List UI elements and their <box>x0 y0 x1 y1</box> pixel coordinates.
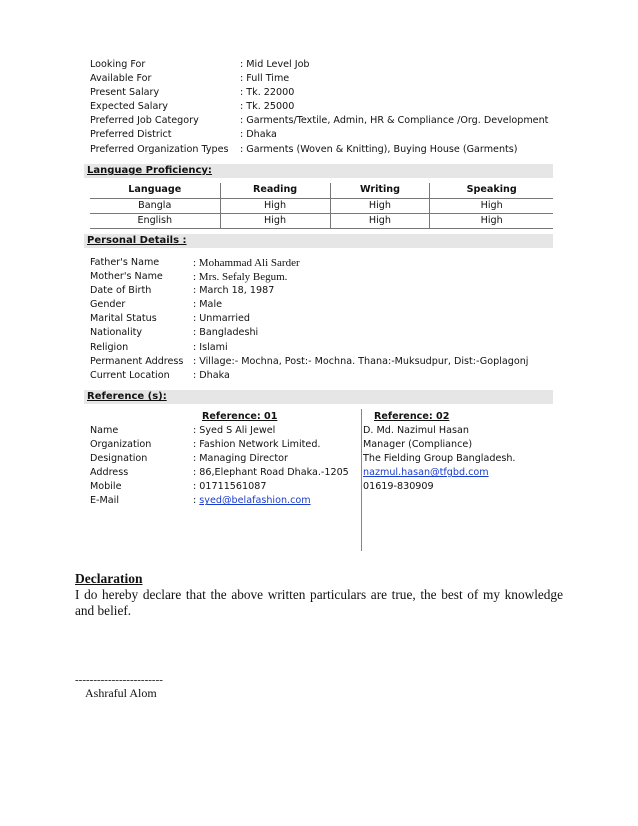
column-header: Reading <box>220 183 330 198</box>
reference-01-email-link[interactable]: syed@belafashion.com <box>199 495 311 507</box>
column-header: Writing <box>330 183 430 198</box>
reference-02-heading: Reference: 02 <box>374 411 450 422</box>
personal-section-header: Personal Details : <box>84 234 553 248</box>
declaration-title: Declaration <box>75 571 143 586</box>
language-table <box>90 183 553 229</box>
reference-02-values: D. Md. Nazimul Hasan Manager (Compliance) The Fielding Group Bangladesh. nazmul.hasan@tfgbd.com 01619-830909 <box>363 425 516 493</box>
reference-02-email-link[interactable]: nazmul.hasan@tfgbd.com <box>363 467 489 479</box>
reference-01-heading: Reference: 01 <box>202 411 278 422</box>
table-row: English High High High <box>90 213 553 228</box>
reference-section-header: Reference (s): <box>84 390 553 404</box>
signature-name: Ashraful Alom <box>85 686 157 700</box>
language-section-header: Language Proficiency: <box>84 164 553 178</box>
language-table-header <box>90 183 553 198</box>
reference-labels: Name Organization Designation Address Mobile E-Mail <box>90 425 152 507</box>
table-row: Bangla High High High <box>90 198 553 213</box>
declaration-text: I do hereby declare that the above written particulars are true, the best of my knowledge and belief. <box>75 587 563 618</box>
reference-divider <box>361 409 362 551</box>
column-header: Speaking <box>430 183 553 198</box>
column-header: Language <box>90 183 220 198</box>
reference-01-values: : Syed S Ali Jewel : Fashion Network Limited. : Managing Director : 86,Elephant Road Dhaka.-1205 : 01711561087 : syed@belafashion.com <box>193 425 349 507</box>
signature-line: ------------------------ <box>75 674 163 686</box>
